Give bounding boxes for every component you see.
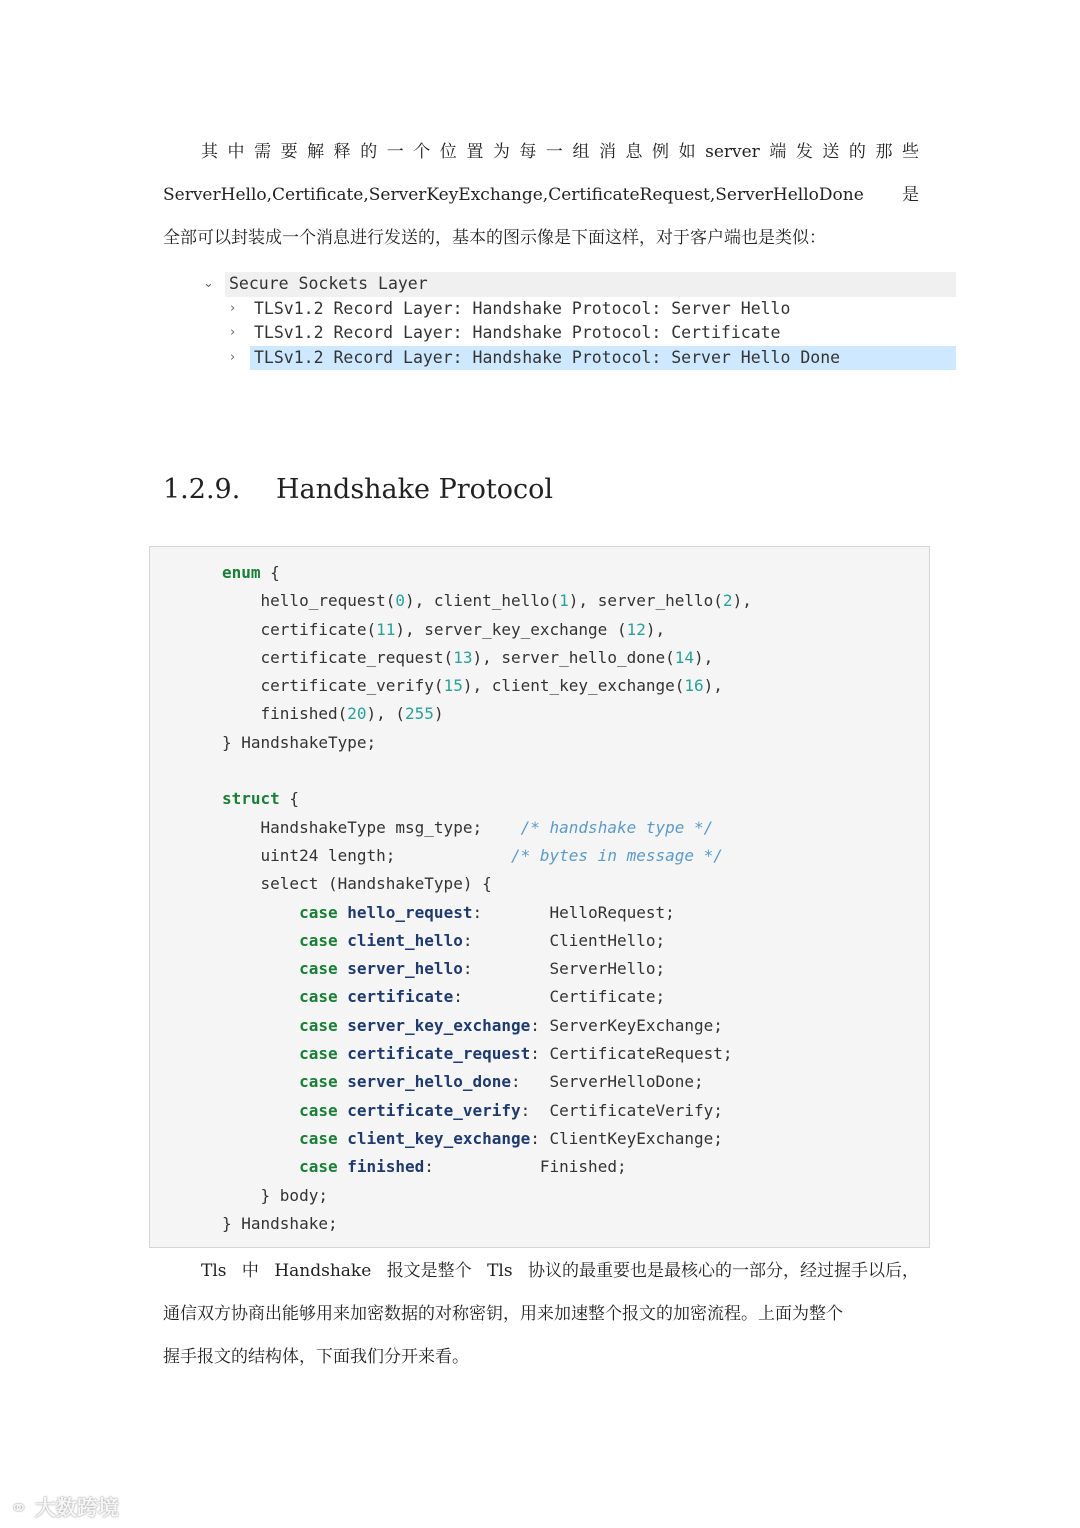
code-text bbox=[338, 1044, 348, 1063]
code-number: 13 bbox=[453, 647, 473, 667]
chevron-right-icon[interactable]: › bbox=[230, 325, 236, 340]
word: 端 bbox=[769, 142, 787, 162]
code-line bbox=[222, 846, 723, 865]
word: 些 bbox=[901, 142, 919, 162]
code-line bbox=[222, 931, 665, 950]
outro-line-2: 通信双方协商出能够用来加密数据的对称密钥，用来加速整个报文的加密流程。上面为整个 bbox=[163, 1304, 843, 1324]
code-text bbox=[222, 1101, 299, 1120]
code-text: : ServerKeyExchange; bbox=[530, 1015, 723, 1035]
code-comment: /* handshake type */ bbox=[520, 817, 714, 837]
code-line bbox=[222, 1186, 328, 1205]
code-text bbox=[222, 1044, 299, 1063]
code-line bbox=[222, 1129, 723, 1148]
code-field: client_hello bbox=[347, 930, 463, 950]
tree-child-row[interactable] bbox=[230, 297, 956, 322]
code-text: ), server_hello_done( bbox=[472, 647, 675, 667]
word: 那 bbox=[875, 142, 893, 162]
code-keyword: case bbox=[299, 1100, 338, 1120]
code-text bbox=[222, 1157, 299, 1176]
tree-root-label: Secure Sockets Layer bbox=[229, 274, 428, 293]
word: 息 bbox=[625, 142, 643, 162]
code-text: } Handshake; bbox=[222, 1213, 338, 1233]
code-text: : HelloRequest; bbox=[472, 902, 675, 922]
code-text: : Certificate; bbox=[453, 987, 666, 1007]
word: 的 bbox=[360, 142, 378, 162]
code-keyword: case bbox=[299, 930, 338, 950]
code-text: certificate_request( bbox=[222, 647, 454, 667]
word: Handshake bbox=[274, 1261, 372, 1281]
code-field: certificate_verify bbox=[347, 1100, 521, 1120]
code-field: certificate_request bbox=[347, 1044, 531, 1064]
word: ServerHello,Certificate,ServerKeyExchange,CertificateRequest,ServerHelloDone bbox=[163, 185, 864, 205]
code-text: ), bbox=[694, 647, 714, 667]
code-text bbox=[338, 931, 348, 950]
code-text: ), ( bbox=[366, 704, 406, 724]
word: 报文是整个 bbox=[386, 1261, 472, 1281]
chevron-down-icon[interactable]: ⌄ bbox=[203, 276, 214, 291]
tree-root-row[interactable] bbox=[203, 272, 956, 297]
tree-child-label: TLSv1.2 Record Layer: Handshake Protocol: Server Hello Done bbox=[254, 347, 841, 367]
word: 解 bbox=[307, 142, 325, 162]
code-line bbox=[222, 959, 665, 978]
code-text: : ClientKeyExchange; bbox=[530, 1128, 723, 1148]
word: 一 bbox=[386, 142, 404, 162]
watermark-logo bbox=[10, 1492, 119, 1522]
code-field: server_hello_done bbox=[347, 1072, 511, 1092]
intro-line-3: 全部可以封装成一个消息进行发送的，基本的图示像是下面这样，对于客户端也是类似： bbox=[163, 228, 826, 248]
code-line bbox=[222, 987, 665, 1006]
word: 组 bbox=[572, 142, 590, 162]
code-text: : CertificateRequest; bbox=[530, 1044, 733, 1064]
code-field: finished bbox=[347, 1157, 425, 1177]
word: 如 bbox=[678, 142, 696, 162]
code-text: } body; bbox=[222, 1185, 328, 1205]
code-line bbox=[222, 563, 280, 582]
code-line bbox=[222, 733, 376, 752]
tree-child-label: TLSv1.2 Record Layer: Handshake Protocol: Certificate bbox=[254, 323, 781, 342]
word: 置 bbox=[466, 142, 484, 162]
word: 发 bbox=[795, 142, 813, 162]
code-line bbox=[222, 676, 723, 695]
code-text: ) bbox=[433, 704, 444, 724]
code-text: ), server_key_exchange ( bbox=[395, 619, 627, 639]
code-field: server_hello bbox=[347, 959, 463, 979]
section-number: 1.2.9. bbox=[163, 474, 241, 505]
code-text bbox=[338, 959, 348, 978]
word: 释 bbox=[333, 142, 351, 162]
code-number: 255 bbox=[405, 704, 434, 724]
word: 协议的最重要也是最核心的一部分，经过握手以后， bbox=[528, 1261, 919, 1281]
code-text bbox=[338, 1016, 348, 1035]
code-listing bbox=[222, 559, 752, 1238]
code-keyword: case bbox=[299, 959, 338, 979]
code-text: select (HandshakeType) { bbox=[222, 874, 492, 894]
code-text: { bbox=[279, 789, 300, 809]
code-comment: /* bytes in message */ bbox=[510, 845, 723, 865]
code-text bbox=[222, 903, 299, 922]
code-text bbox=[338, 1157, 348, 1176]
code-number: 0 bbox=[395, 591, 406, 611]
code-keyword: case bbox=[299, 1015, 338, 1035]
code-number: 12 bbox=[626, 619, 646, 639]
code-block bbox=[149, 546, 930, 1248]
code-line bbox=[222, 1016, 723, 1035]
code-keyword: struct bbox=[222, 789, 280, 809]
code-keyword: case bbox=[299, 1128, 338, 1148]
code-line bbox=[222, 903, 675, 922]
code-text: ), bbox=[645, 619, 666, 639]
code-text: uint24 length; bbox=[222, 845, 511, 865]
code-text: ), server_hello( bbox=[568, 591, 723, 611]
intro-line-2 bbox=[163, 174, 919, 217]
word: 每 bbox=[519, 142, 537, 162]
word: Tls bbox=[201, 1261, 227, 1281]
packet-tree bbox=[200, 272, 956, 370]
code-text bbox=[222, 1016, 299, 1035]
word: 个 bbox=[413, 142, 431, 162]
code-text: ), bbox=[703, 676, 723, 696]
code-text: : ServerHelloDone; bbox=[511, 1072, 704, 1092]
code-text bbox=[222, 1129, 299, 1148]
code-keyword: case bbox=[299, 987, 338, 1007]
section-title: Handshake Protocol bbox=[276, 474, 554, 505]
tree-child-row[interactable] bbox=[230, 321, 956, 346]
code-text bbox=[338, 1101, 348, 1120]
watermark-text: 大数跨境 bbox=[34, 1496, 119, 1520]
code-number: 11 bbox=[376, 619, 396, 639]
code-keyword: case bbox=[299, 1072, 338, 1092]
word: 送 bbox=[822, 142, 840, 162]
code-text: : ClientHello; bbox=[462, 930, 666, 950]
code-field: client_key_exchange bbox=[347, 1128, 531, 1148]
word: 一 bbox=[545, 142, 563, 162]
word: server bbox=[705, 142, 760, 162]
code-text: ), bbox=[732, 591, 752, 611]
code-field: certificate bbox=[347, 987, 454, 1007]
word: 为 bbox=[492, 142, 510, 162]
code-line bbox=[222, 1044, 733, 1063]
code-line bbox=[222, 704, 444, 723]
code-line bbox=[222, 874, 492, 893]
code-line bbox=[222, 648, 713, 667]
code-text bbox=[338, 903, 348, 922]
code-text: ), client_hello( bbox=[405, 591, 560, 611]
word: 位 bbox=[439, 142, 457, 162]
code-text: certificate( bbox=[222, 619, 377, 639]
logo-icon: ⚭ bbox=[10, 1496, 28, 1520]
code-line bbox=[222, 591, 752, 610]
code-number: 15 bbox=[443, 676, 463, 696]
code-text bbox=[338, 987, 348, 1006]
code-line bbox=[222, 1101, 723, 1120]
code-number: 2 bbox=[722, 591, 733, 611]
code-text: } HandshakeType; bbox=[222, 732, 377, 752]
word: 其 bbox=[201, 142, 218, 162]
code-text: hello_request( bbox=[222, 591, 396, 611]
code-text: certificate_verify( bbox=[222, 676, 444, 696]
section-heading bbox=[163, 474, 553, 505]
word: 中 bbox=[241, 1261, 259, 1281]
code-number: 16 bbox=[684, 676, 704, 696]
code-keyword: case bbox=[299, 1044, 338, 1064]
word: 例 bbox=[652, 142, 670, 162]
code-number: 1 bbox=[559, 591, 569, 611]
code-text bbox=[338, 1129, 348, 1148]
code-line bbox=[222, 1157, 627, 1176]
tree-child-label: TLSv1.2 Record Layer: Handshake Protocol: Server Hello bbox=[254, 298, 791, 318]
code-line bbox=[222, 818, 713, 837]
tree-child-row[interactable] bbox=[230, 346, 956, 371]
code-keyword: case bbox=[299, 1157, 338, 1177]
code-text: finished( bbox=[222, 704, 348, 724]
code-number: 14 bbox=[674, 647, 695, 667]
code-line bbox=[222, 1072, 704, 1091]
code-line bbox=[222, 620, 665, 639]
code-text bbox=[338, 1072, 348, 1091]
outro-line-1 bbox=[163, 1250, 919, 1293]
code-text: : ServerHello; bbox=[462, 959, 666, 979]
code-text: ), client_key_exchange( bbox=[462, 676, 685, 696]
code-line bbox=[222, 789, 299, 808]
code-text bbox=[222, 987, 299, 1006]
code-text bbox=[222, 959, 299, 978]
code-text: : Finished; bbox=[424, 1157, 627, 1177]
code-keyword: enum bbox=[222, 563, 261, 582]
code-number: 20 bbox=[347, 704, 367, 724]
code-text bbox=[222, 931, 299, 950]
code-field: server_key_exchange bbox=[347, 1015, 531, 1035]
code-text bbox=[222, 1072, 299, 1091]
word: 消 bbox=[598, 142, 616, 162]
code-line bbox=[222, 1214, 338, 1233]
code-field: hello_request bbox=[347, 902, 473, 922]
word: 是 bbox=[902, 185, 919, 205]
code-text: : CertificateVerify; bbox=[520, 1100, 723, 1120]
word: 要 bbox=[280, 142, 298, 162]
word: 的 bbox=[848, 142, 866, 162]
word: Tls bbox=[487, 1261, 513, 1281]
chevron-right-icon[interactable]: › bbox=[230, 300, 236, 316]
outro-line-3: 握手报文的结构体，下面我们分开来看。 bbox=[163, 1347, 469, 1367]
code-keyword: case bbox=[299, 902, 338, 922]
code-text: { bbox=[260, 563, 280, 582]
intro-line-1 bbox=[163, 131, 919, 174]
word: 需 bbox=[254, 142, 272, 162]
word: 中 bbox=[227, 142, 245, 162]
code-text: HandshakeType msg_type; bbox=[222, 817, 521, 837]
intro-paragraph bbox=[163, 131, 919, 260]
chevron-right-icon[interactable]: › bbox=[230, 349, 236, 365]
outro-paragraph bbox=[163, 1250, 919, 1379]
